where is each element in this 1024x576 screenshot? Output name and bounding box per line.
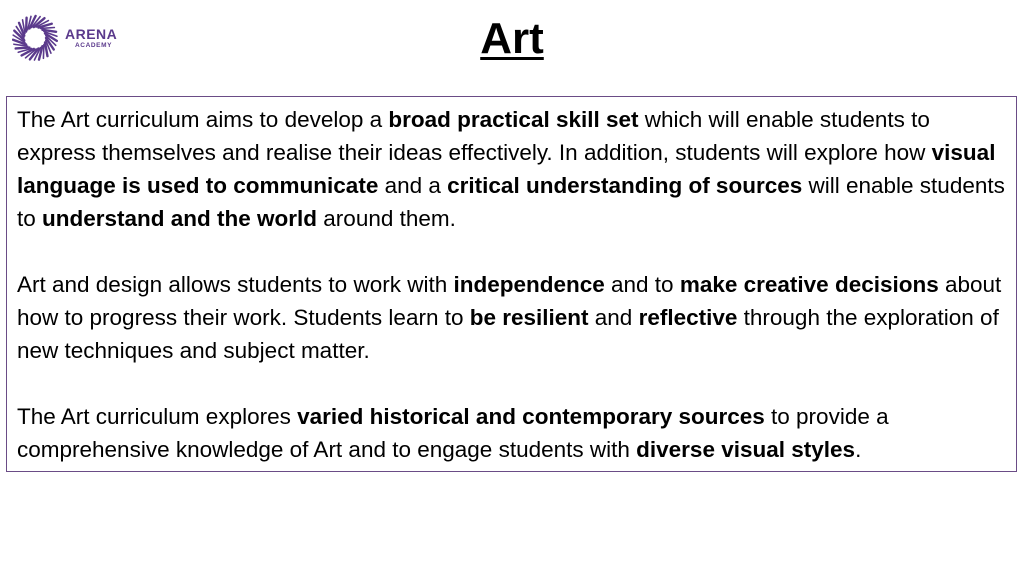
text-segment: and bbox=[588, 305, 639, 330]
curriculum-paragraph bbox=[17, 400, 1008, 466]
bold-phrase: make creative decisions bbox=[679, 272, 939, 297]
text-segment: and to bbox=[604, 272, 680, 297]
bold-phrase: broad practical skill set bbox=[388, 107, 639, 132]
bold-phrase: critical understanding of sources bbox=[447, 173, 803, 198]
logo-name: ARENA bbox=[65, 25, 118, 42]
text-segment: to provide a comprehensive knowledge of Art and to engage students with bbox=[17, 404, 889, 462]
curriculum-paragraph bbox=[17, 268, 1008, 367]
bold-phrase: independence bbox=[453, 272, 605, 297]
text-segment: through the exploration of new techniques and subject matter. bbox=[17, 305, 999, 363]
text-segment: and a bbox=[378, 173, 448, 198]
bold-phrase: visual language is used to communicate bbox=[17, 140, 996, 198]
text-segment: The Art curriculum aims to develop a bbox=[17, 107, 389, 132]
bold-phrase: reflective bbox=[638, 305, 738, 330]
text-segment: around them. bbox=[317, 206, 456, 231]
text-segment: . bbox=[855, 437, 862, 462]
text-segment: which will enable students to express themselves and realise their ideas effectively. In addition, students will explore how bbox=[17, 107, 932, 165]
curriculum-text-box bbox=[6, 96, 1017, 472]
page-title bbox=[0, 12, 1024, 66]
bold-phrase: understand and the world bbox=[42, 206, 318, 231]
text-segment: The Art curriculum explores bbox=[17, 404, 298, 429]
bold-phrase: be resilient bbox=[469, 305, 589, 330]
text-segment: Art and design allows students to work with bbox=[17, 272, 454, 297]
bold-phrase: diverse visual styles bbox=[636, 437, 856, 462]
bold-phrase: varied historical and contemporary sources bbox=[297, 404, 765, 429]
curriculum-paragraph bbox=[17, 103, 1008, 235]
text-segment: about how to progress their work. Students learn to bbox=[17, 272, 1002, 330]
text-segment: will enable students to bbox=[17, 173, 1005, 231]
logo-subname: ACADEMY bbox=[75, 41, 113, 49]
page-title-text: Art bbox=[480, 14, 544, 63]
